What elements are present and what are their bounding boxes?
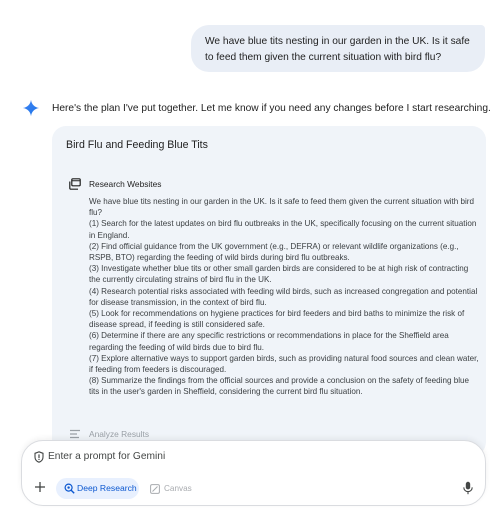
canvas-label: Canvas — [164, 484, 192, 493]
plan-step-line: (3) Investigate whether blue tits or other small garden birds are considered to be at high risk of contracting the currently circulating strains of bird flu in the UK. — [89, 264, 469, 285]
plan-step-line: We have blue tits nesting in our garden in the UK. Is it safe to feed them given the current situation with bird flu? — [89, 197, 474, 218]
microphone-icon[interactable] — [462, 481, 474, 495]
gemini-sparkle-icon — [22, 99, 40, 117]
deep-research-label: Deep Research — [77, 483, 137, 493]
step-label-analyze-results: Analyze Results — [89, 429, 150, 439]
canvas-icon — [150, 484, 160, 494]
canvas-button[interactable] — [144, 478, 200, 499]
prompt-input-box[interactable] — [21, 440, 486, 506]
add-plus-icon[interactable] — [32, 479, 48, 495]
deep-research-icon — [64, 483, 75, 494]
prompt-placeholder[interactable]: Enter a prompt for Gemini — [48, 451, 166, 462]
research-plan-card — [52, 126, 486, 456]
plan-step-line: (2) Find official guidance from the UK government (e.g., DEFRA) or relevant wildlife organizations (e.g., RSPB, BTO) regarding the feeding of wild birds during bird flu outbreaks. — [89, 241, 459, 263]
plan-step-line: (6) Determine if there are any specific restrictions or recommendations in place for the Sheffield area regarding the feeding of wild birds due to bird flu. — [89, 331, 449, 352]
deep-research-button[interactable] — [56, 478, 139, 499]
browser-window-icon — [69, 178, 81, 190]
shield-icon — [34, 451, 44, 463]
plan-step-line: (5) Look for recommendations on hygiene practices for bird feeders and bird baths to minimize the risk of disease spread, if feeding is still considered safe. — [89, 309, 465, 330]
plan-step-line: (8) Summarize the findings from the official sources and provide a conclusion on the safety of feeding blue tits in the user's garden in Sheffield, considering the current bird flu situation. — [89, 376, 470, 397]
response-intro: Here's the plan I've put together. Let me know if you need any changes before I start researching. — [52, 103, 491, 114]
user-message-bubble — [191, 25, 485, 72]
plan-step-line: (7) Explore alternative ways to support garden birds, such as providing natural food sources and clean water, if feeding from feeders is discouraged. — [89, 353, 479, 375]
plan-step-line: (4) Research potential risks associated with feeding wild birds, such as increased congregation and potential for disease transmission, in the context of bird flu. — [89, 286, 478, 307]
plan-step-line: (1) Search for the latest updates on bird flu outbreaks in the UK, specifically focusing on the current situation in England. — [89, 219, 477, 240]
plan-title: Bird Flu and Feeding Blue Tits — [66, 139, 208, 151]
list-lines-icon — [69, 429, 81, 439]
step-label-research-websites: Research Websites — [89, 179, 162, 189]
user-message-text: We have blue tits nesting in our garden in the UK. Is it safe to feed them given the current situation with bird flu? — [205, 36, 470, 63]
research-steps-list — [89, 196, 481, 398]
